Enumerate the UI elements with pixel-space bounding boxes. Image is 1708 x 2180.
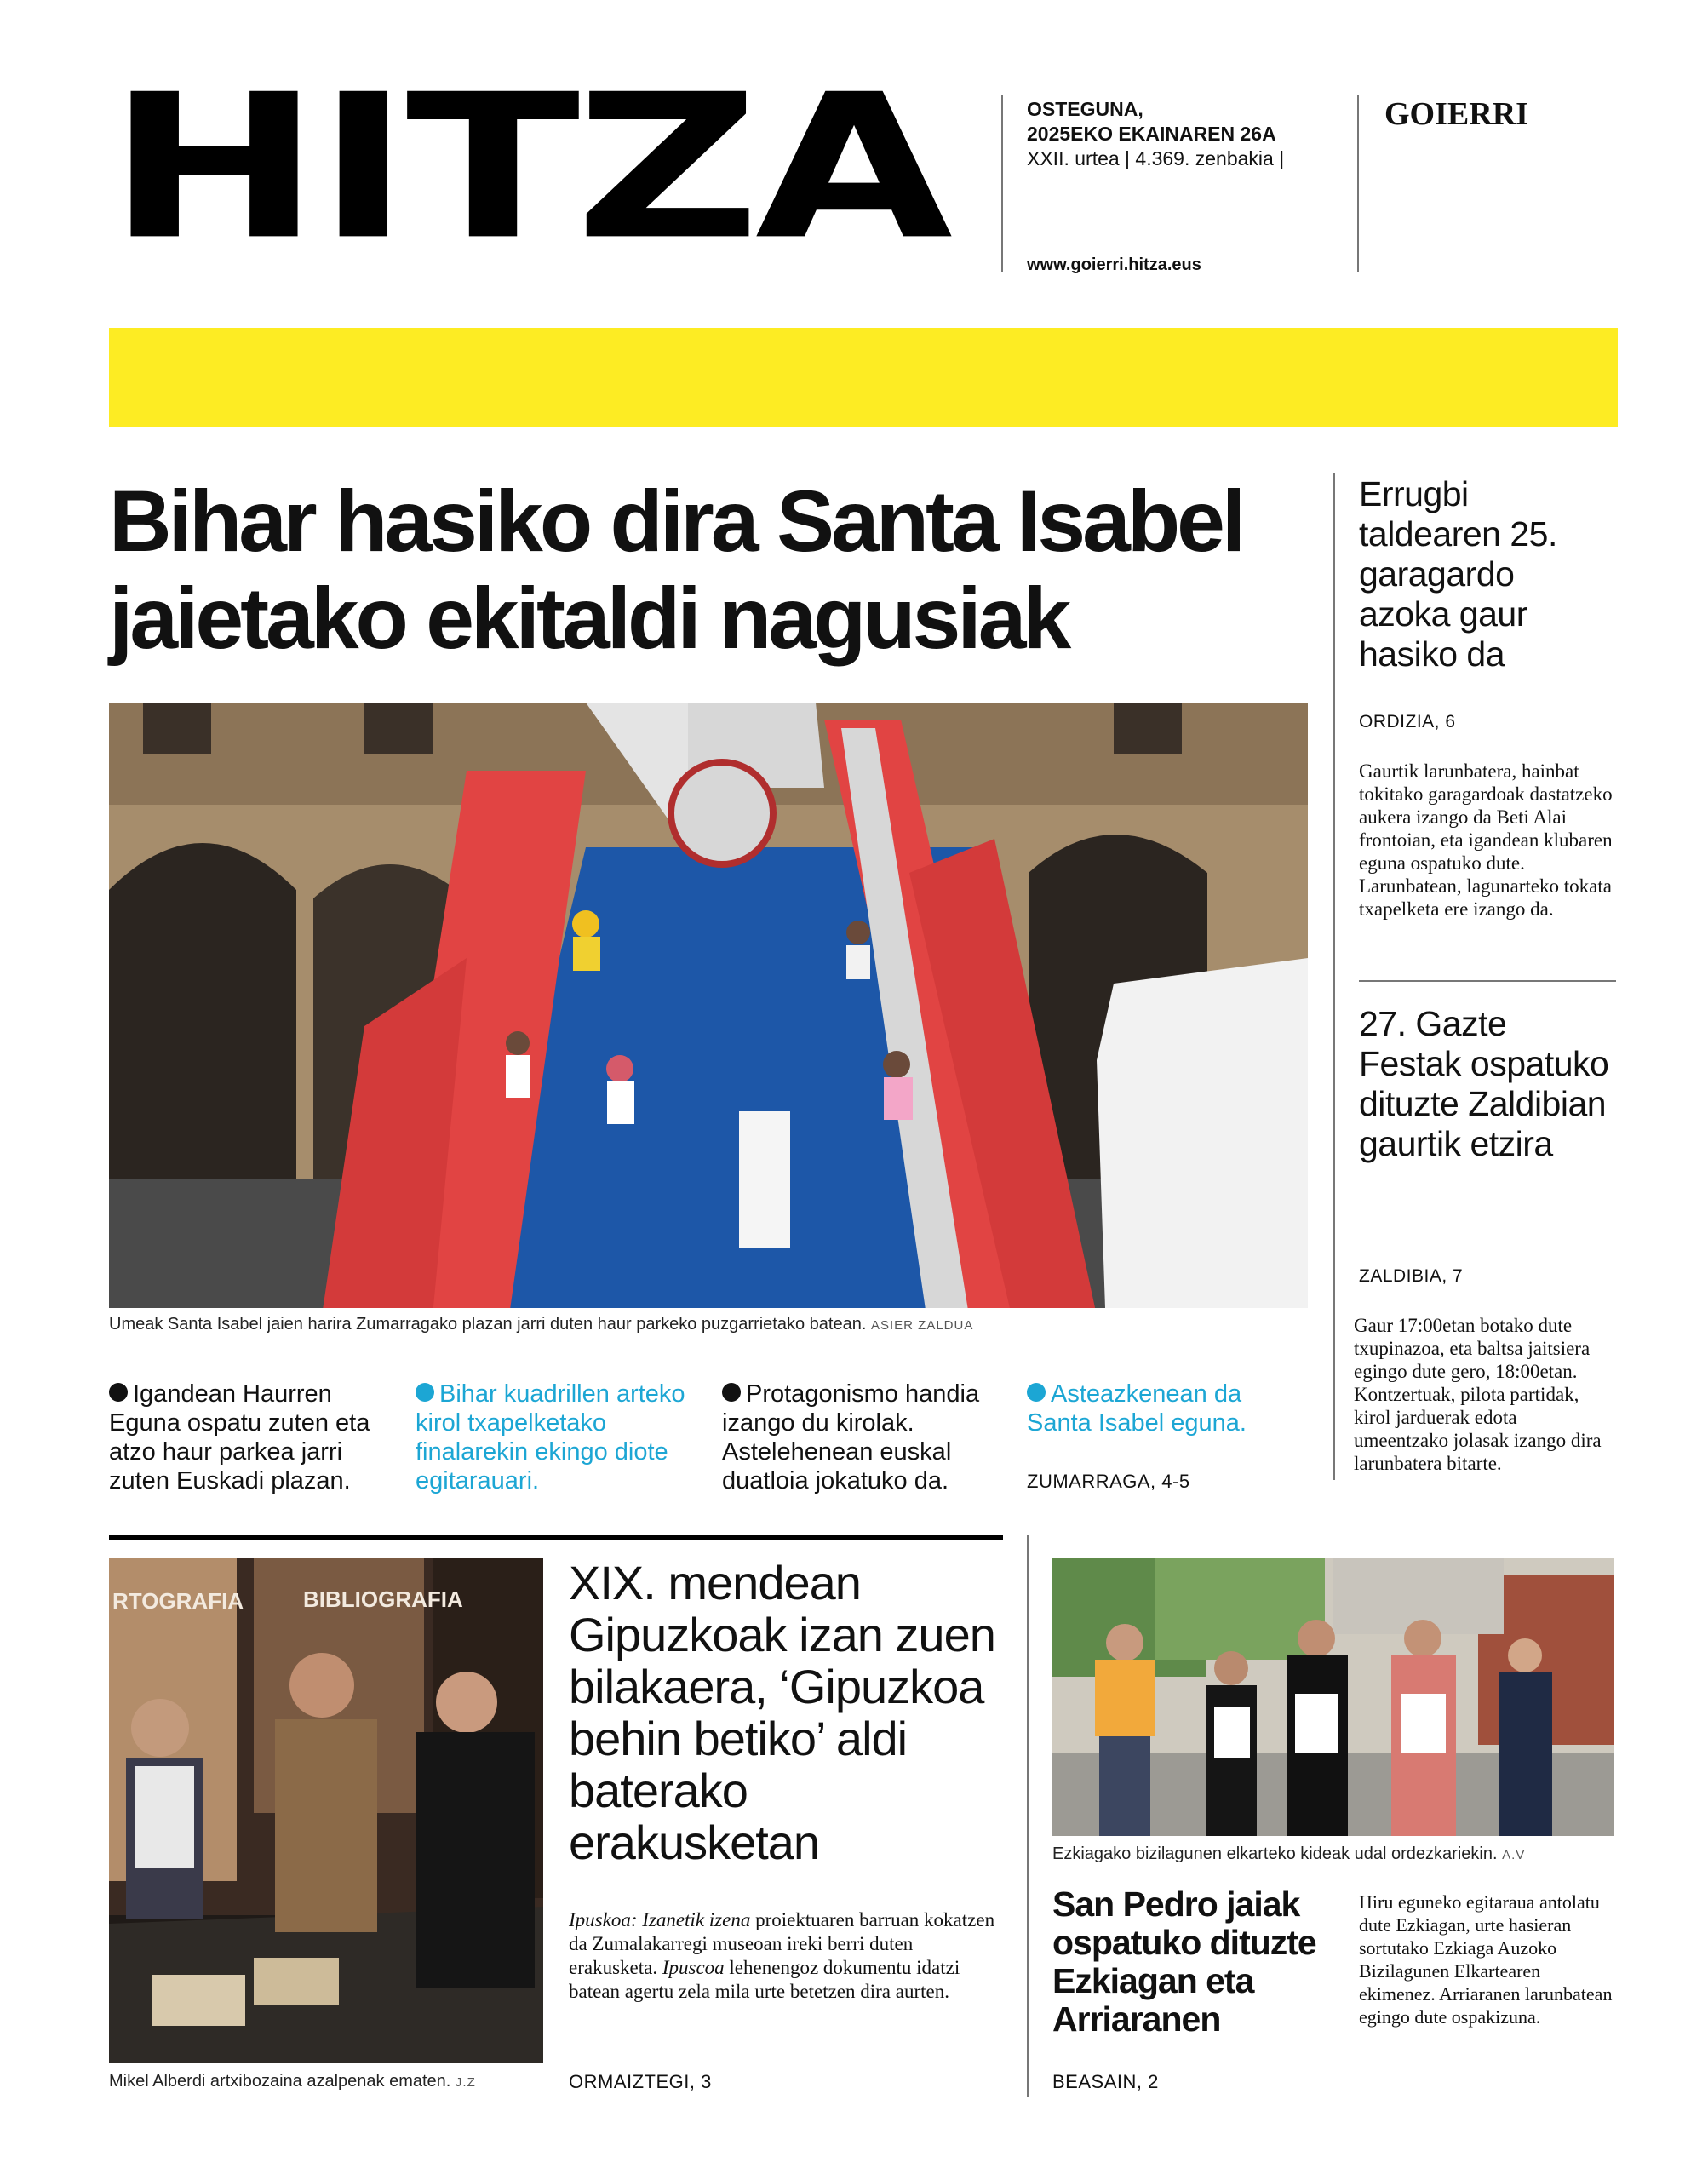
sidebar-1-page-ref: ORDIZIA, 6 [1359, 712, 1456, 731]
exhibition-body-text1: proiektuaren barruan kokatzen da Zumalakarregi museoan ireki berri duten erakusketa. [569, 1909, 995, 1978]
main-caption-text: Umeak Santa Isabel jaien harira Zumarragako plazan jarri duten haur parkeko puzgarrietako batean. [109, 1315, 867, 1334]
edition-name: GOIERRI [1384, 96, 1528, 132]
teaser-4[interactable] [1027, 1380, 1308, 1437]
teaser-1-text: Igandean Haurren Eguna ospatu zuten eta atzo haur parkea jarri zuten Euskadi plazan. [109, 1380, 370, 1494]
issue-number: XXII. urtea | 4.369. zenbakia | [1027, 147, 1285, 169]
exhibition-photo-caption [109, 2072, 543, 2091]
exhibition-image [109, 1558, 543, 2063]
exhibition-body-text2: lehenengoz dokumentu idatzi batean agertu zela mila urte betetzen dira aurten. [569, 1957, 960, 2002]
group-caption-text: Ezkiagako bizilagunen elkarteko kideak udal ordezkariekin. [1052, 1844, 1498, 1863]
yellow-banner [109, 328, 1618, 427]
sidebar-separator [1359, 980, 1616, 982]
exhibition-caption-text: Mikel Alberdi artxibozaina azalpenak ematen. [109, 2072, 451, 2091]
date-full: 2025EKO EKAINAREN 26A [1027, 123, 1276, 145]
exhibition-headline[interactable]: XIX. mendean Gipuzkoak izan zuen bilakaera, ‘Gipuzkoa behin betiko’ aldi baterako erakusketan [569, 1556, 995, 1869]
group-photo [1052, 1558, 1614, 1836]
date-weekday: OSTEGUNA, [1027, 98, 1143, 120]
exhibition-body [569, 1908, 1003, 2004]
bullet-dot-icon [722, 1383, 741, 1402]
san-pedro-headline[interactable]: San Pedro jaiak ospatuko dituzte Ezkiagan eta Arriaranen [1052, 1885, 1316, 2039]
group-photo-credit: A.V [1502, 1848, 1526, 1862]
teaser-1[interactable] [109, 1380, 390, 1495]
main-headline-line2: jaietako ekitaldi nagusiak [109, 570, 1069, 667]
sign-bibliografia: BIBLIOGRAFIA [303, 1586, 463, 1612]
teaser-4-text: Asteazkenean da Santa Isabel eguna. [1027, 1380, 1247, 1437]
exhibition-photo-credit: J.Z [455, 2075, 476, 2090]
bullet-dot-icon [109, 1383, 128, 1402]
sidebar-2-headline[interactable]: 27. Gazte Festak ospatuko dituzte Zaldibian gaurtik etzira [1359, 1004, 1609, 1163]
masthead-divider [1001, 95, 1003, 272]
teaser-3-text: Protagonismo handia izango du kirolak. Astelehenean euskal duatloia jokatuko da. [722, 1380, 980, 1494]
exhibition-body-project: Ipuskoa: Izanetik izena [569, 1909, 751, 1930]
date-block [1027, 97, 1284, 171]
san-pedro-body: Hiru eguneko egitaraua antolatu dute Ezkiagan, urte hasieran sortutako Ezkiaga Auzoko Bizilagunen Elkartearen ekimenez. Arriaranen larunbatean egingo dute ospakizuna. [1359, 1891, 1613, 2028]
main-headline[interactable] [109, 473, 1301, 667]
main-headline-line1: Bihar hasiko dira Santa Isabel [109, 473, 1243, 570]
group-image [1052, 1558, 1614, 1836]
exhibition-body-ipuscoa: Ipuscoa [662, 1957, 725, 1978]
site-url[interactable]: www.goierri.hitza.eus [1027, 255, 1201, 274]
bottom-divider [1027, 1535, 1029, 2097]
main-photo-caption [109, 1315, 1308, 1334]
sidebar-1-headline[interactable]: Errugbi taldearen 25. garagardo azoka gaur hasiko da [1359, 474, 1557, 674]
sign-cartografia: RTOGRAFIA [112, 1588, 244, 1614]
teaser-3[interactable] [722, 1380, 1003, 1495]
main-photo [109, 703, 1308, 1308]
bouncy-slide-image [109, 703, 1308, 1308]
main-photo-credit: ASIER ZALDUA [870, 1318, 974, 1333]
bullet-dot-icon [1027, 1383, 1046, 1402]
teaser-2-text: Bihar kuadrillen arteko kirol txapelketako finalarekin ekingo diote egitarauari. [416, 1380, 685, 1494]
bullet-dot-icon [416, 1383, 434, 1402]
exhibition-photo [109, 1558, 543, 2063]
san-pedro-page-ref: BEASAIN, 2 [1052, 2071, 1159, 2092]
masthead-logo: HITZA [107, 51, 949, 284]
main-page-ref: ZUMARRAGA, 4-5 [1027, 1471, 1190, 1492]
masthead-divider-2 [1357, 95, 1359, 272]
teaser-2[interactable] [416, 1380, 696, 1495]
sidebar-1-body: Gaurtik larunbatera, hainbat tokitako garagardoak dastatzeko aukera izango da Beti Alai frontoian, eta igandean klubaren eguna ospatuko dute. Larunbatean, lagunarteko tokata txapelketa ere izango da. [1359, 760, 1613, 920]
exhibition-page-ref: ORMAIZTEGI, 3 [569, 2071, 712, 2092]
group-photo-caption [1052, 1844, 1614, 1864]
section-rule [109, 1535, 1003, 1540]
sidebar-2-body: Gaur 17:00etan botako dute txupinazoa, eta baltsa jaitsiera egingo dute gero, 18:00etan. Kontzertuak, pilota partidak, kirol jarduerak edota umeentzako jolasak izango dira larunbatera bitarte. [1354, 1315, 1602, 1474]
sidebar-2-page-ref: ZALDIBIA, 7 [1359, 1266, 1464, 1286]
sidebar-divider [1333, 473, 1335, 1480]
